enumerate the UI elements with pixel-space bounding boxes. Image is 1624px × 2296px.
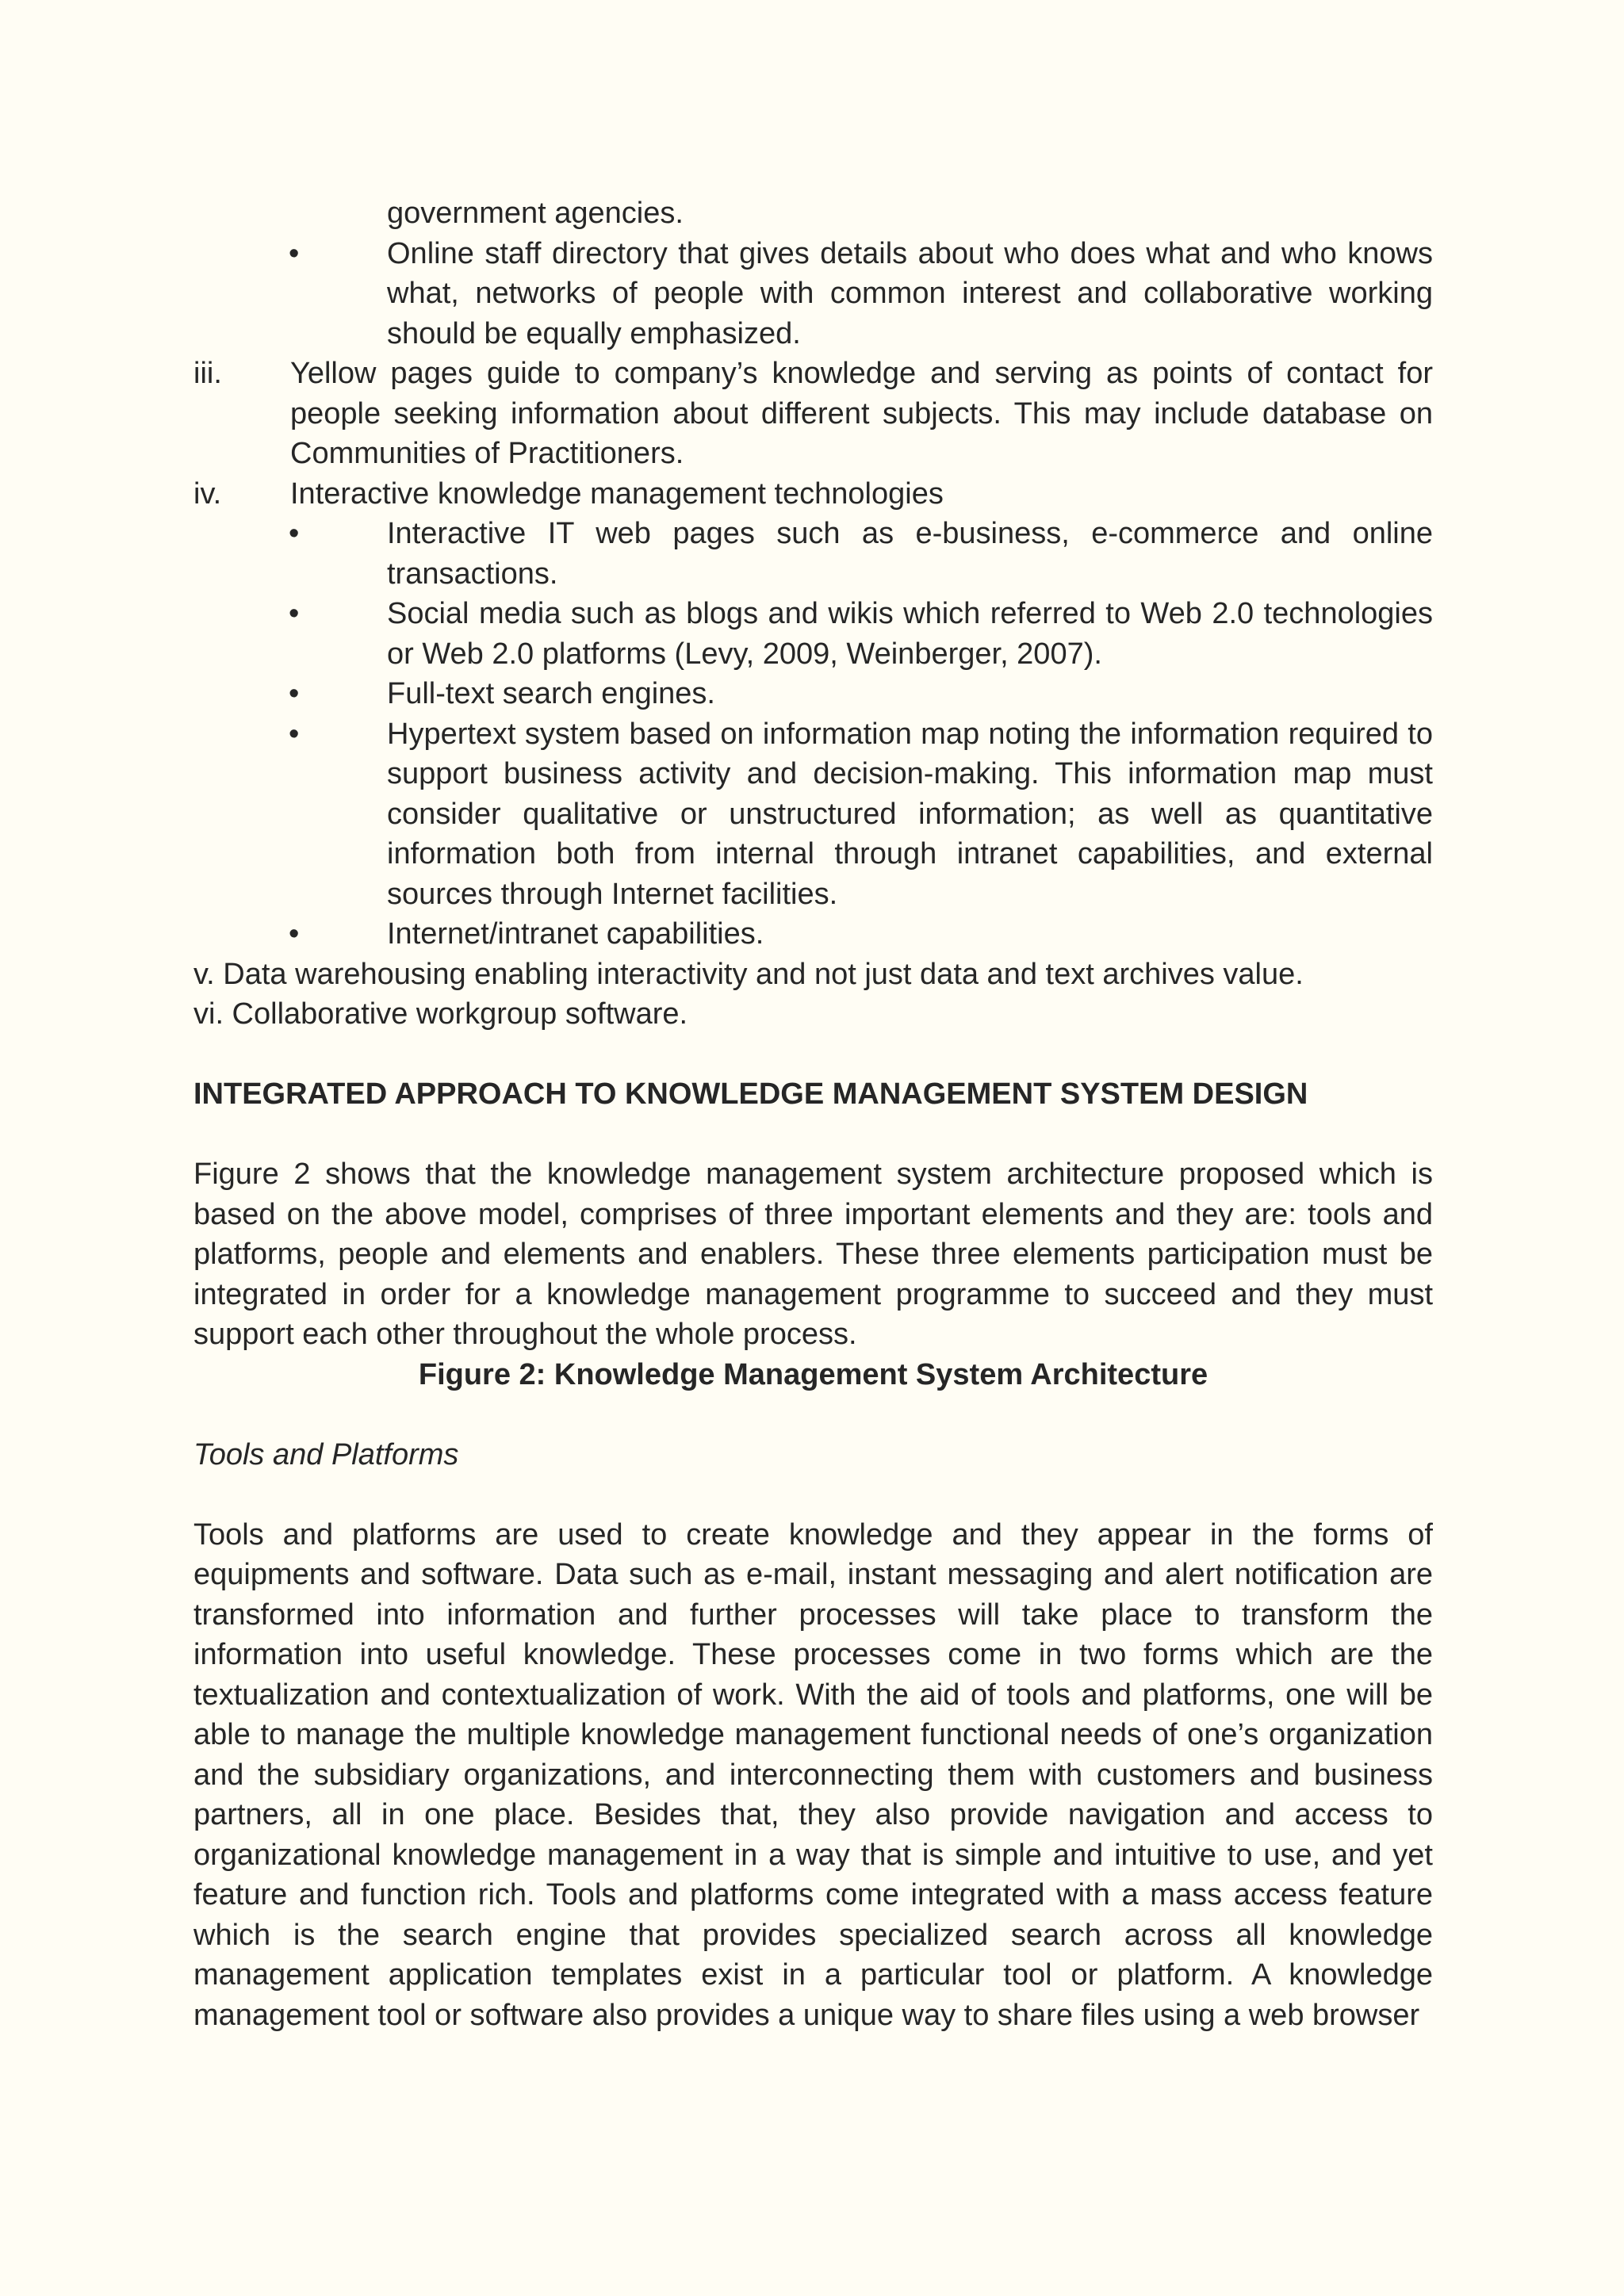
- bullet-marker: •: [289, 677, 300, 710]
- spacer: [193, 1395, 1433, 1435]
- list-continuation-fragment: [387, 193, 1433, 234]
- roman-marker: iii.: [193, 357, 222, 390]
- bullet-text: Full-text search engines.: [387, 677, 715, 710]
- spacer: [193, 1035, 1433, 1075]
- list-item-text: vi. Collaborative workgroup software.: [193, 997, 688, 1031]
- bullet-marker: •: [289, 597, 300, 630]
- bullet-text: Internet/intranet capabilities.: [387, 917, 764, 951]
- list-item-vi: [193, 994, 1433, 1035]
- bullet-web-pages: [289, 514, 1433, 594]
- bullet-search-engines: [289, 674, 1433, 714]
- bullet-marker: •: [289, 517, 300, 550]
- bullet-hypertext-system: [289, 714, 1433, 915]
- section-heading: INTEGRATED APPROACH TO KNOWLEDGE MANAGEMENT SYSTEM DESIGN: [193, 1077, 1308, 1111]
- roman-marker: iv.: [193, 476, 222, 511]
- figure-caption: Figure 2: Knowledge Management System Architecture: [418, 1357, 1208, 1391]
- continuation-text: government agencies.: [387, 197, 684, 230]
- bullet-text: Online staff directory that gives details about who does what and who knows what, networks of people with common interest and collaborative working should be equally emphasized.: [387, 236, 1433, 350]
- list-item-text: Yellow pages guide to company’s knowledge and serving as points of contact for people seeking information about different subjects. This may include database on Communities of Practitioners.: [290, 357, 1433, 470]
- bullet-social-media: [289, 594, 1433, 674]
- bullet-text: Social media such as blogs and wikis which referred to Web 2.0 technologies or Web 2.0 platforms (Levy, 2009, Weinberger, 2007).: [387, 597, 1433, 671]
- list-item-iv: [193, 474, 1433, 515]
- subheading: Tools and Platforms: [193, 1437, 459, 1471]
- list-item-text: v. Data warehousing enabling interactivity and not just data and text archives value.: [193, 957, 1304, 991]
- bullet-internet-intranet: [289, 914, 1433, 955]
- intro-paragraph: Figure 2 shows that the knowledge management system architecture proposed which is based on the above model, comprises of three important elements and they are: tools and platforms, people and elements and enablers. These three elements participation must be integrated in order for a knowledge management programme to succeed and they must support each other throughout the whole process.: [193, 1158, 1433, 1351]
- page-content: [193, 193, 1433, 2035]
- list-item-iii: [193, 354, 1433, 474]
- bullet-staff-directory: [289, 234, 1433, 354]
- spacer: [193, 1475, 1433, 1515]
- list-item-text: Interactive knowledge management technologies: [290, 476, 944, 511]
- bullet-marker: •: [289, 236, 300, 270]
- body-paragraph: Tools and platforms are used to create knowledge and they appear in the forms of equipments and software. Data such as e-mail, instant messaging and alert notification are transformed into information and further processes will take place to transform the information into useful knowledge. These processes come in two forms which are the textualization and contextualization of work. With the aid of tools and platforms, one will be able to manage the multiple knowledge management functional needs of one’s organization and the subsidiary organizations, and interconnecting them with customers and business partners, all in one place. Besides that, they also provide navigation and access to organizational knowledge management in a way that is simple and intuitive to use, and yet feature and function rich. Tools and platforms come integrated with a mass access feature which is the search engine that provides specialized search across all knowledge management application templates exist in a particular tool or platform. A knowledge management tool or software also provides a unique way to share files using a web browser: [193, 1517, 1433, 2032]
- list-item-v: [193, 955, 1433, 995]
- spacer: [193, 1115, 1433, 1155]
- bullet-text: Hypertext system based on information map noting the information required to support business activity and decision-making. This information map must consider qualitative or unstructured information; as well as quantitative information both from internal through intranet capabilities, and external sources through Internet facilities.: [387, 717, 1433, 911]
- bullet-marker: •: [289, 917, 300, 951]
- bullet-text: Interactive IT web pages such as e-business, e-commerce and online transactions.: [387, 517, 1433, 591]
- bullet-marker: •: [289, 717, 300, 751]
